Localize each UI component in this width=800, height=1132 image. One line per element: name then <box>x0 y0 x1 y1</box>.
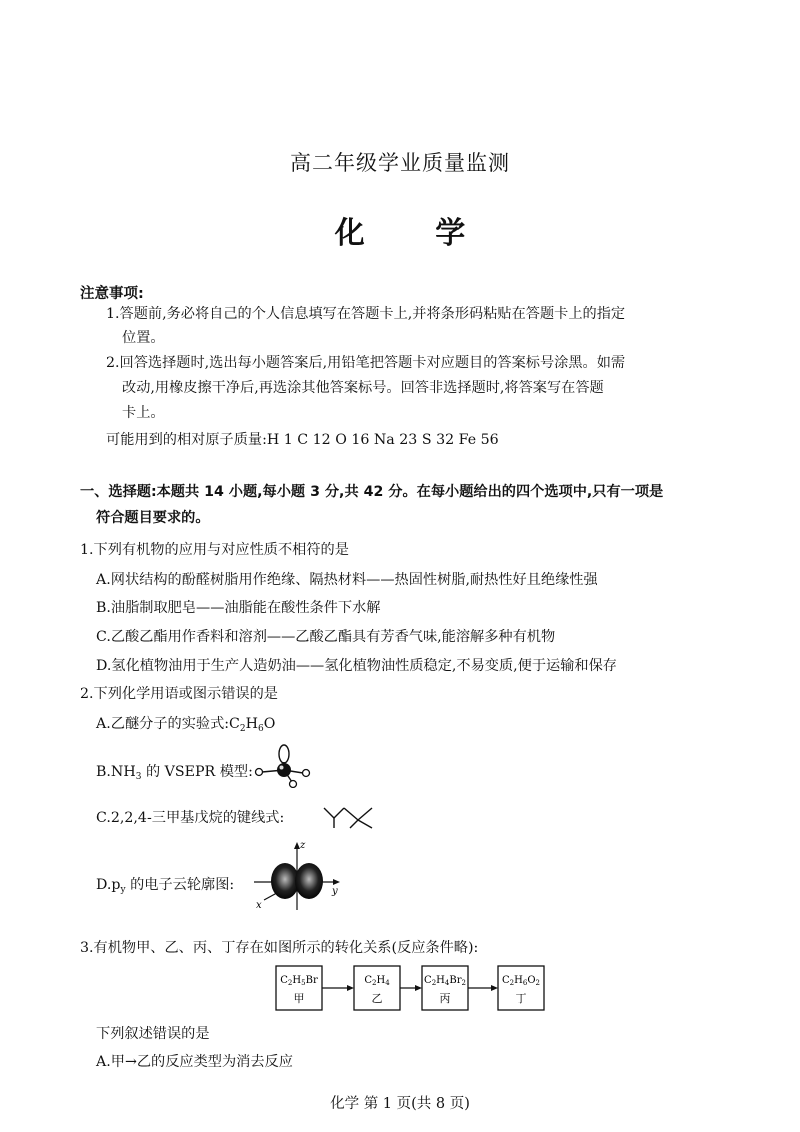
q2-option-a: A.乙醚分子的实验式$:C_2H_6O$ <box>96 716 276 734</box>
q2-option-d: $D.p_y$ 的电子云轮廓图: <box>96 877 235 895</box>
box-ding-label: 丁 <box>515 992 527 1005</box>
electron-cloud-diagram <box>252 838 352 914</box>
box-yi-formula: $C_2H_4$ <box>364 975 390 987</box>
exam-title: 高二年级学业质量监测 <box>290 151 510 175</box>
box-yi-label: 乙 <box>371 992 383 1005</box>
notice-item-1-line-1: 1.答题前,务必将自己的个人信息填写在答题卡上,并将条形码粘贴在答题卡上的指定 <box>106 306 626 322</box>
axis-z-label: z <box>300 840 306 851</box>
vsepr-model-diagram <box>252 742 312 788</box>
q3-option-a: A.甲→乙的反应类型为消去反应 <box>96 1054 293 1070</box>
q1-option-c: C.乙酸乙酯用作香料和溶剂——乙酸乙酯具有芳香气味,能溶解多种有机物 <box>96 629 556 645</box>
skeletal-formula-diagram <box>322 804 376 830</box>
atomic-mass-line: 可能用到的相对原子质量:H 1 C 12 O 16 Na 23 S 32 Fe 56 <box>106 432 499 448</box>
q1-option-d: D.氢化植物油用于生产人造奶油——氢化植物油性质稳定,不易变质,便于运输和保存 <box>96 658 617 674</box>
q1-option-a: A.网状结构的酚醛树脂用作绝缘、隔热材料——热固性树脂,耐热性好且绝缘性强 <box>96 572 598 588</box>
q2-stem: 2.下列化学用语或图示错误的是 <box>80 686 278 702</box>
subject-title: 化 学 <box>334 216 496 251</box>
notice-item-2-line-3: 卡上。 <box>122 405 165 421</box>
notice-item-2-line-2: 改动,用橡皮擦干净后,再选涂其他答案标号。回答非选择题时,将答案写在答题 <box>122 380 604 396</box>
section1-heading-line-1: 一、选择题:本题共 14 小题,每小题 3 分,共 42 分。在每小题给出的四个选项中,只有一项是 <box>80 484 664 500</box>
q3-stem: 3.有机物甲、乙、丙、丁存在如图所示的转化关系(反应条件略): <box>80 940 479 956</box>
box-jia-label: 甲 <box>293 992 305 1005</box>
box-bing-formula: $C_2H_4Br_2$ <box>424 975 466 987</box>
box-ding-formula: $C_2H_6O_2$ <box>502 975 540 987</box>
notice-heading: 注意事项: <box>80 286 144 302</box>
q1-option-b: B.油脂制取肥皂——油脂能在酸性条件下水解 <box>96 600 381 616</box>
q3-below-text: 下列叙述错误的是 <box>96 1026 210 1042</box>
page-footer: 化学 第 1 页(共 8 页) <box>330 1096 470 1112</box>
q2-option-c: C.2,2,4-三甲基戊烷的键线式: <box>96 810 285 826</box>
section1-heading-line-2: 符合题目要求的。 <box>96 510 210 526</box>
box-jia-formula: $C_2H_5Br$ <box>280 975 318 987</box>
box-bing-label: 丙 <box>439 992 451 1005</box>
q2-option-b: $B.NH_3$ 的 VSEPR 模型: <box>96 764 253 782</box>
axis-x-label: x <box>256 900 262 911</box>
notice-item-1-line-2: 位置。 <box>122 330 165 346</box>
conversion-flow-diagram <box>270 962 560 1014</box>
q1-stem: 1.下列有机物的应用与对应性质不相符的是 <box>80 542 349 558</box>
notice-item-2-line-1: 2.回答选择题时,选出每小题答案后,用铅笔把答题卡对应题目的答案标号涂黑。如需 <box>106 355 626 371</box>
axis-y-label: y <box>332 886 338 897</box>
